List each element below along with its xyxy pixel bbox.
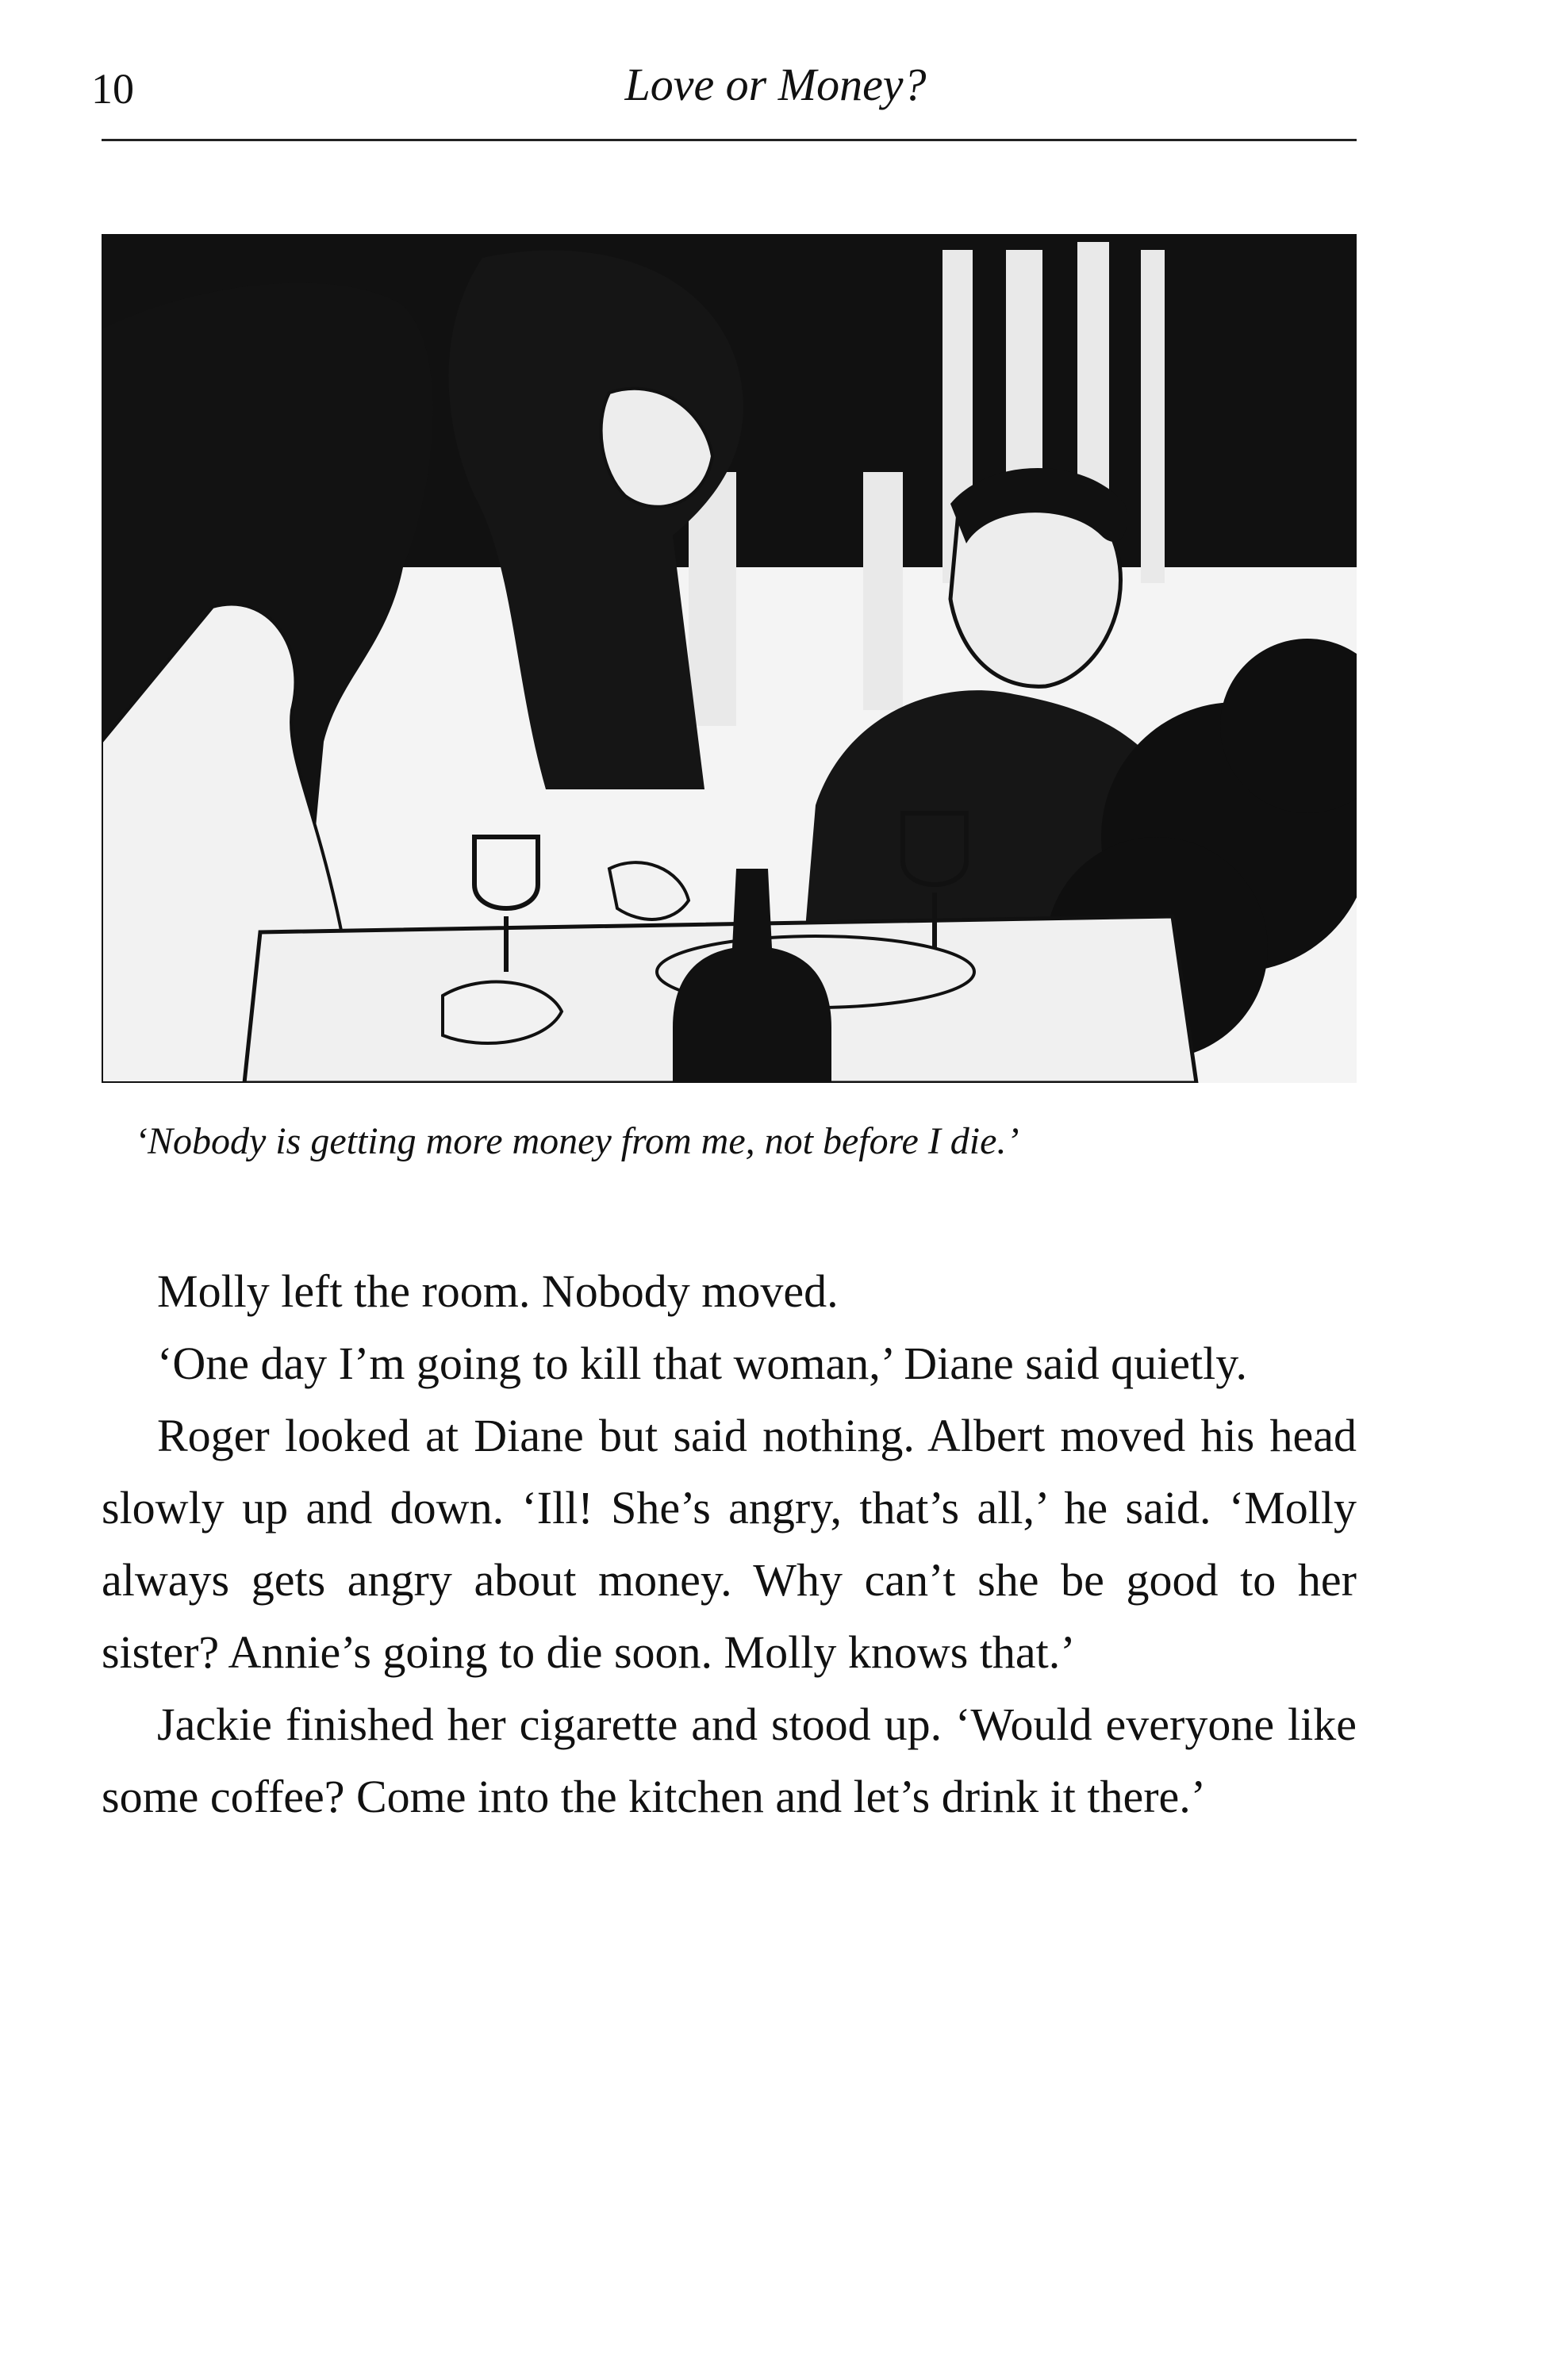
paragraph: ‘One day I’m going to kill that woman,’ Diane said quietly.	[157, 1338, 1247, 1389]
paragraph: Roger looked at Diane but said nothing. Albert moved his head slowly up and down. ‘Ill! She’s angry, that’s all,’ he said. ‘Molly always gets angry about money. Why can’t she be good to her sister? Annie’s going to die soon. Molly knows that.’	[102, 1410, 1357, 1678]
dinner-scene-illustration	[102, 234, 1357, 1083]
paragraph: Jackie finished her cigarette and stood up. ‘Would everyone like some coffee? Come into the kitchen and let’s drink it there.’	[102, 1699, 1357, 1822]
body-text	[102, 1255, 1357, 1833]
header-rule	[102, 139, 1357, 141]
page-number: 10	[91, 65, 134, 113]
running-head-title: Love or Money?	[624, 59, 927, 110]
illustration-caption: ‘Nobody is getting more money from me, not before I die.’	[135, 1120, 1019, 1162]
paragraph: Molly left the room. Nobody moved.	[157, 1265, 839, 1317]
